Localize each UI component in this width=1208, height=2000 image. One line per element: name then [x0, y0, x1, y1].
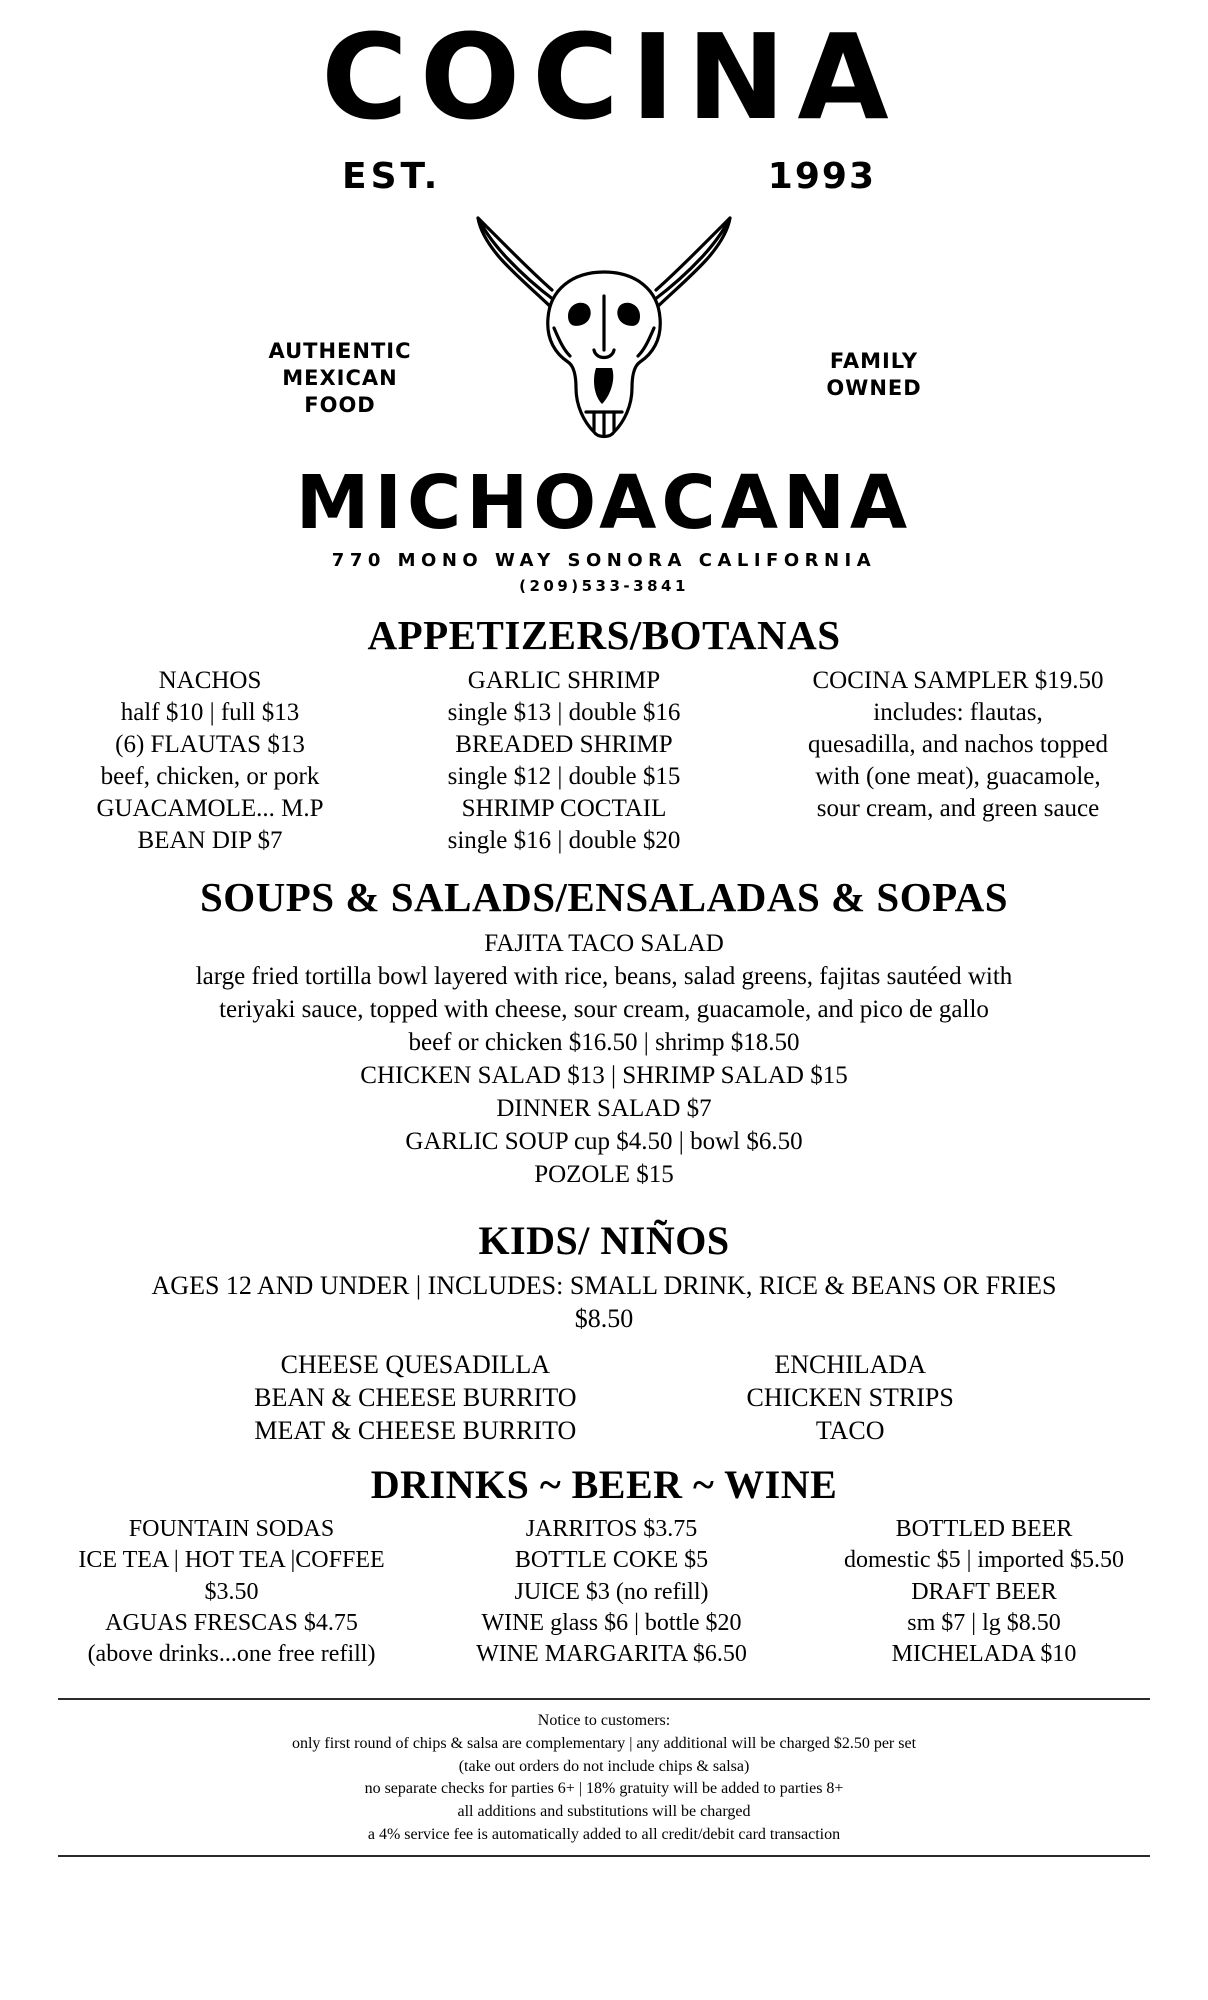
notice-line: no separate checks for parties 6+ | 18% gratuity will be added to parties 8+ [364, 1780, 844, 1798]
section-title-kids: KIDS/ NIÑOS [478, 1218, 730, 1263]
address-line: 770 MONO WAY SONORA CALIFORNIA [331, 550, 877, 571]
menu-line: FAJITA TACO SALAD [484, 930, 724, 957]
menu-line: POZOLE $15 [534, 1161, 674, 1188]
notice-section [0, 1698, 1208, 1856]
menu-line: with (one meat), guacamole, [815, 763, 1101, 790]
notice-line: (take out orders do not include chips & salsa) [458, 1757, 750, 1775]
menu-line: half $10 | full $13 [120, 699, 300, 726]
menu-line: TACO [815, 1415, 885, 1445]
menu-line: WINE MARGARITA $6.50 [476, 1641, 747, 1667]
menu-line: DINNER SALAD $7 [496, 1095, 712, 1122]
menu-line: $3.50 [204, 1578, 259, 1605]
tagline-right: FAMILY OWNED [826, 349, 922, 400]
menu-line: (6) FLAUTAS $13 [115, 731, 305, 758]
menu-line: GARLIC SHRIMP [467, 667, 661, 694]
drinks-column-2 [447, 1514, 777, 1670]
menu-line: NACHOS [158, 667, 262, 694]
menu-line: sour cream, and green sauce [816, 795, 1100, 822]
menu-line: CHICKEN SALAD $13 | SHRIMP SALAD $15 [360, 1062, 848, 1089]
menu-line: quesadilla, and nachos topped [808, 731, 1108, 758]
logo-art-zone [224, 200, 984, 462]
est-label: EST. [342, 156, 442, 197]
menu-line: ICE TEA | HOT TEA |COFFEE [78, 1547, 385, 1574]
notice-line: a 4% service fee is automatically added to all credit/debit card transaction [367, 1825, 841, 1843]
kids-column-2 [747, 1349, 954, 1447]
menu-line: CHICKEN STRIPS [746, 1382, 954, 1412]
menu-line: BOTTLE COKE $5 [514, 1547, 709, 1574]
notice-text [58, 1700, 1150, 1854]
menu-line: DRAFT BEER [911, 1578, 1057, 1605]
menu-line: sm $7 | lg $8.50 [907, 1609, 1061, 1636]
appetizers-column-2 [399, 665, 729, 857]
kids-column-1 [254, 1349, 576, 1447]
bull-skull-icon [444, 200, 764, 450]
menu-line: BEAN & CHEESE BURRITO [254, 1382, 577, 1412]
menu-line: GARLIC SOUP cup $4.50 | bowl $6.50 [405, 1128, 803, 1155]
menu-line: GUACAMOLE... M.P [96, 795, 324, 822]
brand-name-bottom: MICHOACANA [295, 460, 913, 546]
menu-line: JUICE $3 (no refill) [514, 1578, 709, 1605]
drinks-column-3 [814, 1514, 1154, 1670]
section-title-soups-salads: SOUPS & SALADS/ENSALADAS & SOPAS [199, 874, 1009, 920]
soups-salads-lines [0, 927, 1208, 1191]
menu-line: JARRITOS $3.75 [525, 1516, 698, 1543]
menu-line: BREADED SHRIMP [455, 731, 673, 758]
menu-line: FOUNTAIN SODAS [128, 1516, 335, 1543]
est-year: 1993 [767, 156, 876, 197]
appetizers-columns [0, 665, 1208, 857]
section-title-drinks: DRINKS ~ BEER ~ WINE [370, 1462, 838, 1508]
kids-intro-line-1: AGES 12 AND UNDER | INCLUDES: SMALL DRINK, RICE & BEANS OR FRIES [151, 1271, 1057, 1300]
menu-line: single $13 | double $16 [447, 699, 681, 726]
established-row [294, 156, 914, 200]
tagline-left: AUTHENTIC MEXICAN FOOD [268, 339, 412, 417]
notice-heading: Notice to customers: [537, 1712, 671, 1730]
menu-line: MICHELADA $10 [891, 1641, 1077, 1667]
menu-line: single $16 | double $20 [447, 827, 681, 854]
menu-line: ENCHILADA [774, 1350, 926, 1379]
menu-line: beef or chicken $16.50 | shrimp $18.50 [408, 1029, 800, 1056]
menu-line: COCINA SAMPLER $19.50 [812, 667, 1104, 694]
notice-line: all additions and substitutions will be charged [457, 1803, 751, 1821]
menu-line: (above drinks...one free refill) [87, 1641, 376, 1667]
notice-line: only first round of chips & salsa are complementary | any additional will be charged $2.50 per set [291, 1734, 917, 1752]
menu-line: MEAT & CHEESE BURRITO [254, 1415, 577, 1445]
menu-line: teriyaki sauce, topped with cheese, sour cream, guacamole, and pico de gallo [219, 996, 989, 1023]
drinks-column-1 [54, 1514, 409, 1670]
menu-line: large fried tortilla bowl layered with rice, beans, salad greens, fajitas sautéed with [195, 963, 1013, 990]
menu-line: single $12 | double $15 [447, 763, 681, 790]
menu-line: WINE glass $6 | bottle $20 [481, 1609, 742, 1636]
kids-columns [0, 1349, 1208, 1447]
brand-name-top: COCINA [321, 8, 901, 146]
kids-intro [0, 1270, 1208, 1335]
menu-line: CHEESE QUESADILLA [280, 1350, 551, 1379]
menu-line: AGUAS FRESCAS $4.75 [105, 1609, 358, 1636]
appetizers-column-3 [748, 665, 1168, 825]
menu-line: beef, chicken, or pork [100, 763, 320, 790]
menu-line: domestic $5 | imported $5.50 [843, 1547, 1125, 1574]
menu-line: BEAN DIP $7 [137, 827, 283, 854]
menu-line: includes: flautas, [873, 699, 1043, 726]
kids-price: $8.50 [574, 1303, 634, 1333]
menu-line: BOTTLED BEER [895, 1516, 1073, 1543]
menu-line: SHRIMP COCTAIL [461, 795, 667, 822]
section-title-appetizers: APPETIZERS/BOTANAS [367, 612, 841, 658]
phone-number[interactable]: (209)533-3841 [519, 577, 689, 595]
appetizers-column-1 [40, 665, 380, 857]
drinks-columns [0, 1514, 1208, 1670]
divider-bottom [58, 1855, 1150, 1857]
restaurant-logo-header [0, 0, 1208, 595]
